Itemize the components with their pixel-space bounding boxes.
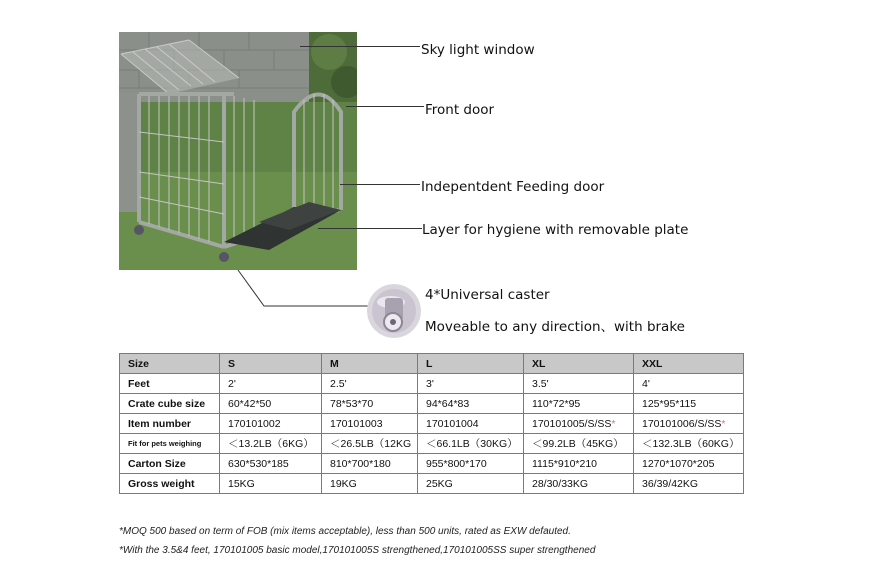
table-cell: 19KG [322, 474, 418, 494]
table-cell: 170101002 [220, 414, 322, 434]
caster-callout-line [230, 268, 370, 310]
caster-wheel-icon [367, 284, 421, 338]
table-cell: 2' [220, 374, 322, 394]
item-number-xxl: 170101006/S/SS [642, 417, 722, 430]
spec-table [119, 353, 744, 494]
model-note: *With the 3.5&4 feet, 170101005 basic model,170101005S strengthened,170101005SS super strengthened [119, 545, 596, 556]
header-l: L [418, 354, 524, 374]
table-row-item-number [120, 414, 744, 434]
feeding-door-callout-line [340, 184, 420, 185]
front-door-label: Front door [425, 102, 495, 118]
caster-title: 4*Universal caster [425, 287, 550, 303]
table-cell: ＜132.3LB（60KG） [634, 434, 744, 454]
hygiene-layer-label: Layer for hygiene with removable plate [422, 222, 689, 238]
table-cell: 36/39/42KG [634, 474, 744, 494]
row-label: Fit for pets weighing [120, 434, 220, 454]
sky-light-label: Sky light window [421, 42, 535, 58]
header-xxl: XXL [634, 354, 744, 374]
table-cell: 28/30/33KG [524, 474, 634, 494]
dog-crate-illustration [119, 32, 357, 270]
table-cell: 3.5' [524, 374, 634, 394]
table-cell: ＜99.2LB（45KG） [524, 434, 634, 454]
table-cell: 630*530*185 [220, 454, 322, 474]
table-cell: 78*53*70 [322, 394, 418, 414]
header-s: S [220, 354, 322, 374]
table-cell: 955*800*170 [418, 454, 524, 474]
table-cell: 4' [634, 374, 744, 394]
front-door-callout-line [346, 106, 424, 107]
table-cell: 2.5' [322, 374, 418, 394]
table-cell: ＜26.5LB（12KG [322, 434, 418, 454]
table-cell: 25KG [418, 474, 524, 494]
table-cell: 60*42*50 [220, 394, 322, 414]
row-label: Gross weight [120, 474, 220, 494]
table-cell: 125*95*115 [634, 394, 744, 414]
hygiene-layer-callout-line [318, 228, 422, 229]
table-cell: 810*700*180 [322, 454, 418, 474]
moq-note: *MOQ 500 based on term of FOB (mix items acceptable), less than 500 units, rated as EXW defauted. [119, 526, 571, 537]
table-row-crate-size [120, 394, 744, 414]
table-cell: 110*72*95 [524, 394, 634, 414]
table-row-feet [120, 374, 744, 394]
asterisk-mark: * [611, 417, 616, 430]
table-header-row [120, 354, 744, 374]
row-label: Carton Size [120, 454, 220, 474]
product-photo [119, 32, 357, 270]
item-number-xl: 170101005/S/SS [532, 417, 612, 430]
table-cell: ＜13.2LB（6KG） [220, 434, 322, 454]
table-cell: 1270*1070*205 [634, 454, 744, 474]
caster-description: Moveable to any direction、with brake [425, 319, 685, 335]
header-size: Size [120, 354, 220, 374]
header-m: M [322, 354, 418, 374]
asterisk-mark: * [721, 417, 726, 430]
header-xl: XL [524, 354, 634, 374]
row-label: Item number [120, 414, 220, 434]
sky-light-callout-line [300, 46, 420, 47]
table-cell: 3' [418, 374, 524, 394]
feeding-door-label: Indepentdent Feeding door [421, 179, 605, 195]
table-row-pet-weight [120, 434, 744, 454]
row-label: Crate cube size [120, 394, 220, 414]
table-cell [634, 414, 744, 434]
caster-photo [367, 284, 421, 338]
table-cell: 94*64*83 [418, 394, 524, 414]
table-cell: 1115*910*210 [524, 454, 634, 474]
table-cell: ＜66.1LB（30KG） [418, 434, 524, 454]
table-row-carton-size [120, 454, 744, 474]
table-row-gross-weight [120, 474, 744, 494]
table-cell: 170101004 [418, 414, 524, 434]
table-cell: 170101003 [322, 414, 418, 434]
row-label: Feet [120, 374, 220, 394]
table-cell [524, 414, 634, 434]
table-cell: 15KG [220, 474, 322, 494]
